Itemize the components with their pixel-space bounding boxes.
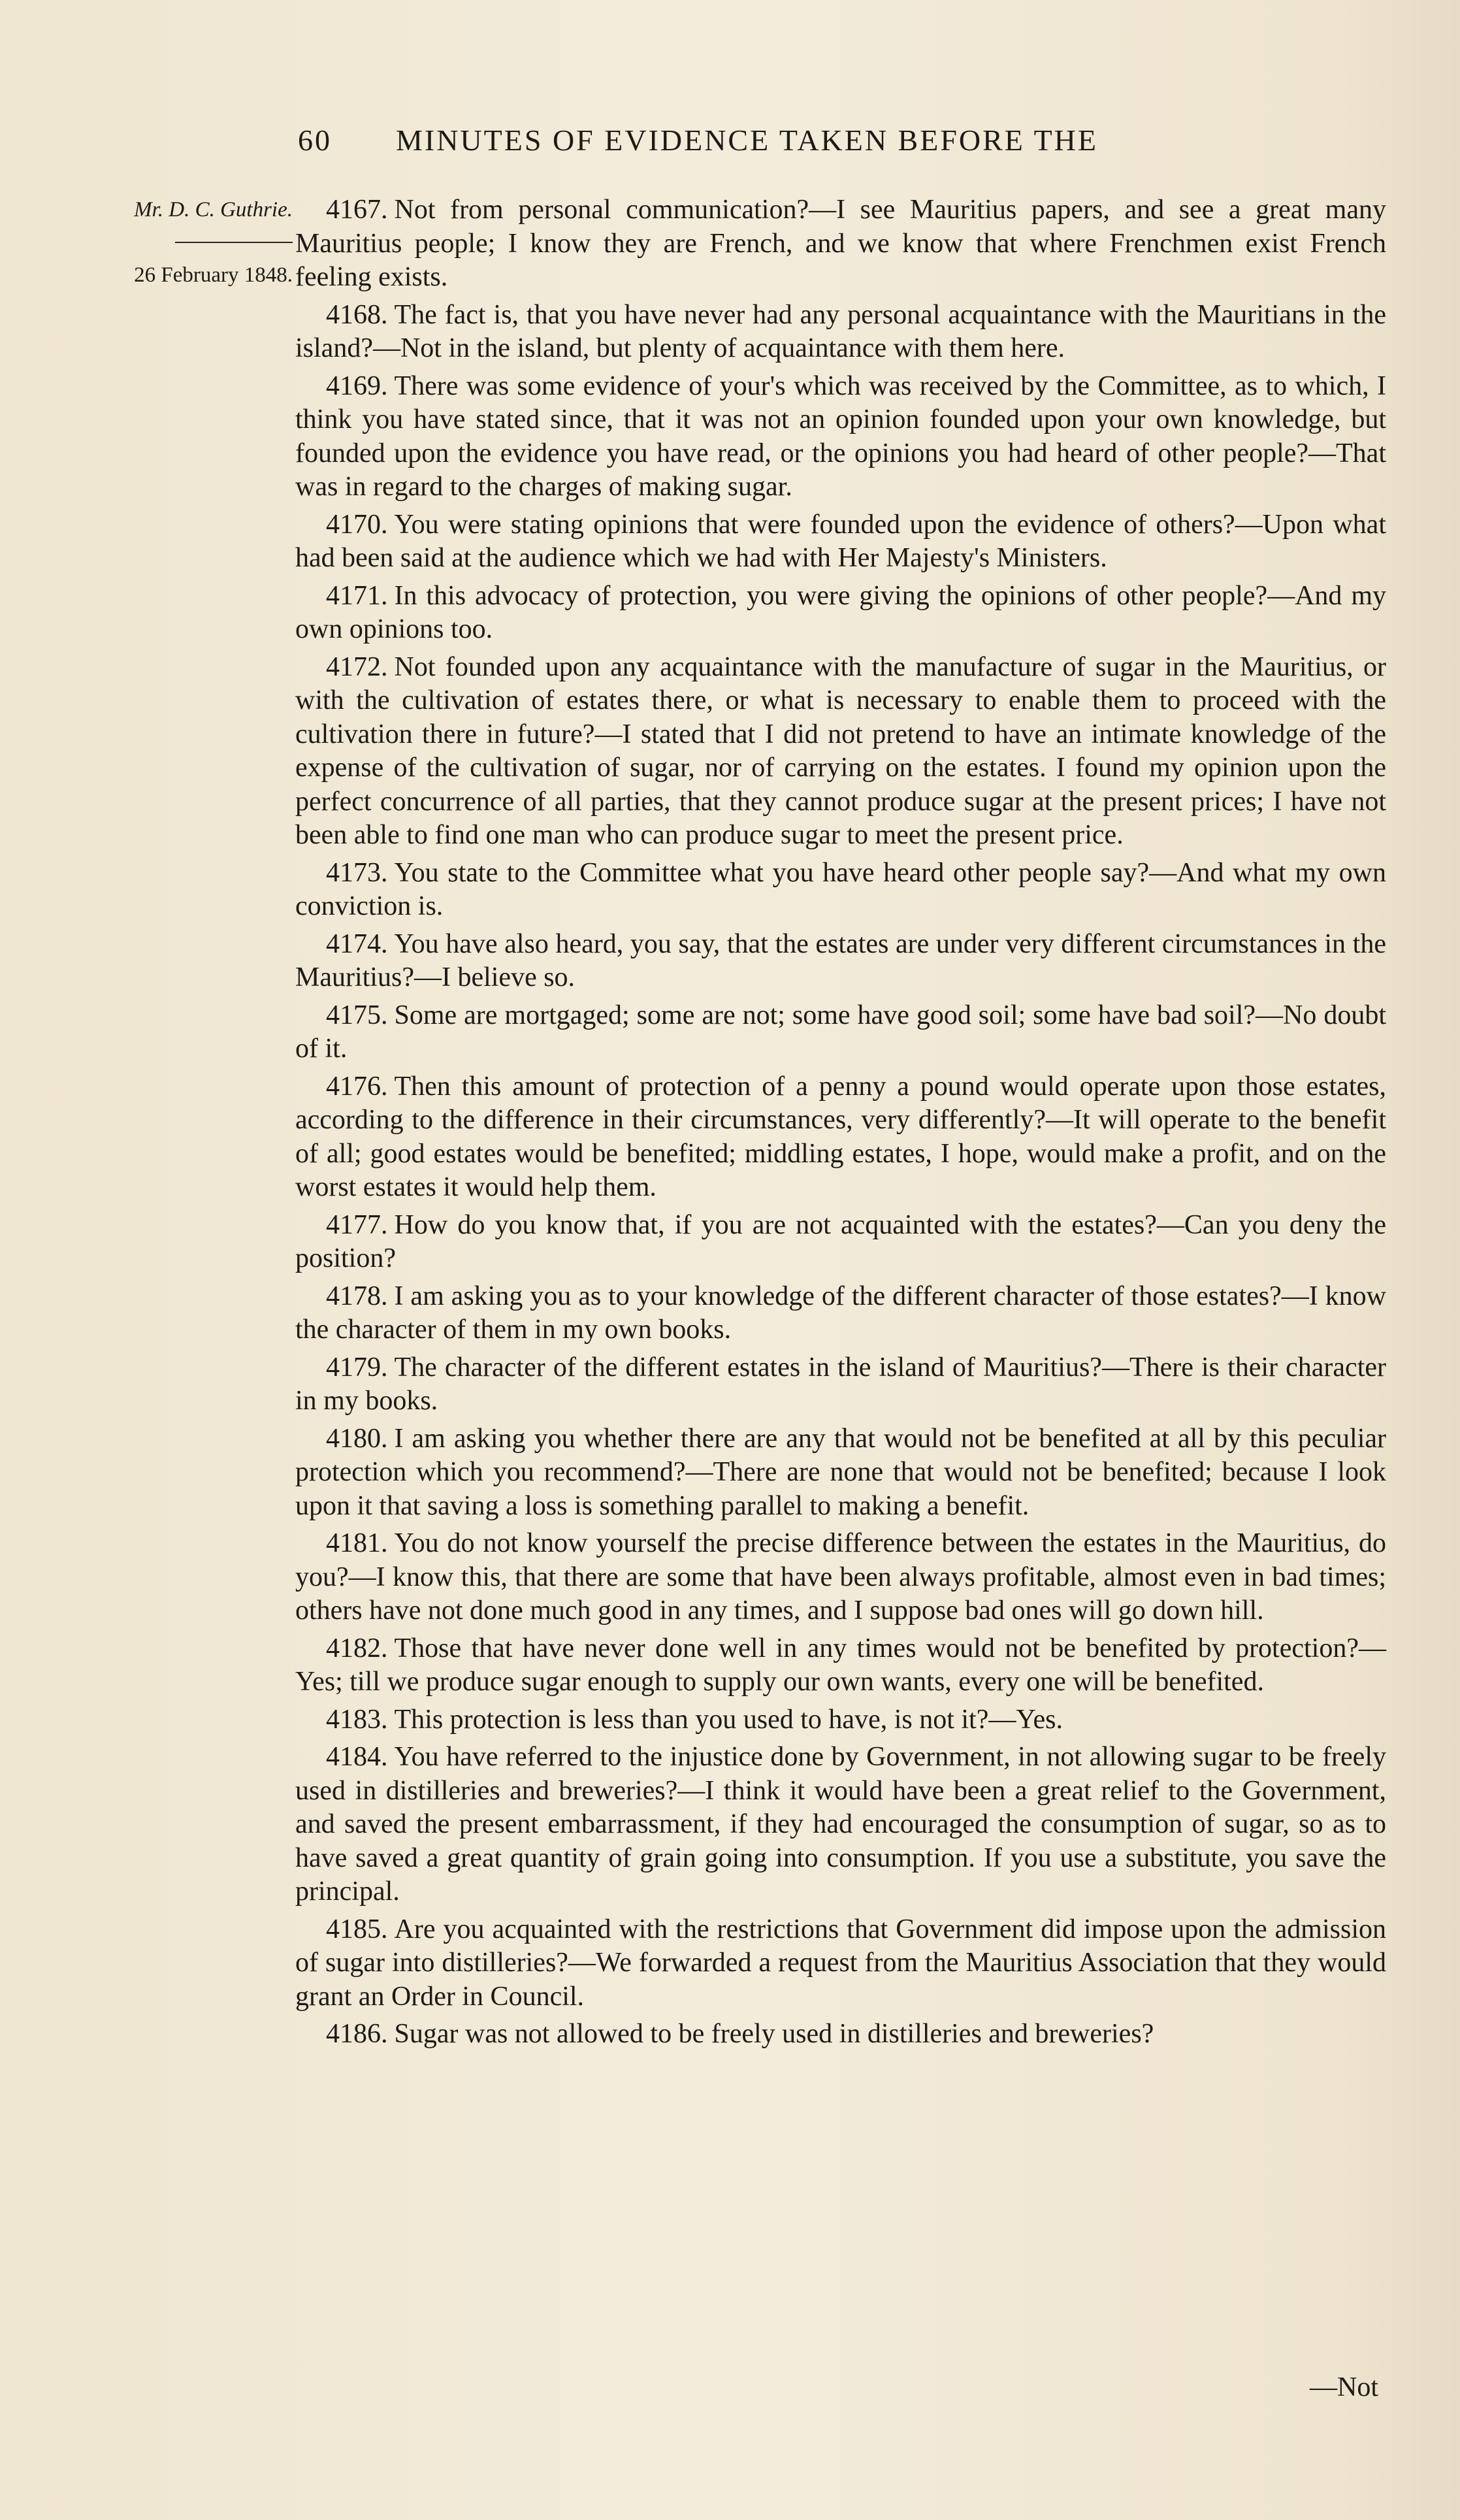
question-text: The character of the different estates in the island of Mauritius?—There is their character in my books. xyxy=(295,1352,1386,1416)
question-text: The fact is, that you have never had any personal acquaintance with the Mauritians in the island?—Not in the island, but plenty of acquaintance with them here. xyxy=(295,299,1386,363)
paragraph-4182 xyxy=(295,1632,1386,1699)
question-text: You have also heard, you say, that the estates are under very different circumstances in the Mauritius?—I believe so. xyxy=(295,928,1386,992)
question-number: 4169. xyxy=(326,370,388,401)
paragraph-4177 xyxy=(295,1209,1386,1276)
evidence-body xyxy=(295,193,1386,2055)
paragraph-4169 xyxy=(295,370,1386,504)
running-title: MINUTES OF EVIDENCE TAKEN BEFORE THE xyxy=(396,123,1098,157)
question-number: 4174. xyxy=(326,928,388,959)
question-number: 4182. xyxy=(326,1633,388,1663)
question-number: 4167. xyxy=(326,195,388,225)
question-text: You do not know yourself the precise difference between the estates in the Mauritius, do you?—I know this, that there are some that have been always profitable, almost even in bad times; others have not done much good in any times, and I suppose bad ones will go down hill. xyxy=(295,1528,1386,1626)
question-text: I am asking you whether there are any that would not be benefited at all by this peculiar protection which you recommend?—There are none that would not be benefited; because I look upon it that saving a loss is something parallel to making a benefit. xyxy=(295,1423,1386,1521)
question-text: This protection is less than you used to have, is not it?—Yes. xyxy=(394,1704,1063,1735)
question-number: 4168. xyxy=(326,299,388,330)
question-text: You have referred to the injustice done by Government, in not allowing sugar to be freely used in distilleries and breweries?—I think it would have been a great relief to the Government, and saved the present embarrassment, if they had encouraged the consumption of sugar, so as to have saved a great quantity of grain going into consumption. If you use a substitute, you save the principal. xyxy=(295,1742,1386,1906)
question-text: You state to the Committee what you have heard other people say?—And what my own conviction is. xyxy=(295,857,1386,921)
paragraph-4178 xyxy=(295,1280,1386,1347)
paragraph-4179 xyxy=(295,1351,1386,1418)
question-number: 4181. xyxy=(326,1528,388,1558)
question-text: Some are mortgaged; some are not; some have good soil; some have bad soil?—No doubt of it. xyxy=(295,1000,1386,1064)
paragraph-4173 xyxy=(295,857,1386,924)
paragraph-4183 xyxy=(295,1703,1386,1737)
question-number: 4171. xyxy=(326,580,388,611)
question-text: Not founded upon any acquaintance with the manufacture of sugar in the Mauritius, or with the cultivation of estates there, or what is necessary to enable them to proceed with the cultivation there in future?—I stated that I did not pretend to have an intimate knowledge of the expense of the cultivation of sugar, nor of carrying on the estates. I found my opinion upon the perfect concurrence of all parties, that they cannot produce sugar at the present prices; I have not been able to find one man who can produce sugar to meet the present price. xyxy=(295,651,1386,850)
question-text: Sugar was not allowed to be freely used in distilleries and breweries? xyxy=(394,2019,1154,2049)
paragraph-4170 xyxy=(295,508,1386,576)
paragraph-4168 xyxy=(295,299,1386,366)
question-text: Are you acquainted with the restrictions that Government did impose upon the admission of sugar into distilleries?—We forwarded a request from the Mauritius Association that they would grant an Order in Council. xyxy=(295,1914,1386,2012)
paragraph-4172 xyxy=(295,651,1386,853)
question-number: 4183. xyxy=(326,1704,388,1735)
paragraph-4176 xyxy=(295,1070,1386,1205)
page-number: 60 xyxy=(298,123,332,157)
question-number: 4184. xyxy=(326,1742,388,1772)
question-number: 4185. xyxy=(326,1914,388,1944)
question-text: How do you know that, if you are not acquainted with the estates?—Can you deny the position? xyxy=(295,1209,1386,1273)
question-text: There was some evidence of your's which was received by the Committee, as to which, I think you have stated since, that it was not an opinion founded upon your own knowledge, but founded upon the evidence you have read, or the opinions you had heard of other people?—That was in regard to the charges of making sugar. xyxy=(295,370,1386,502)
question-number: 4179. xyxy=(326,1352,388,1383)
question-number: 4186. xyxy=(326,2019,388,2049)
margin-witness-name: Mr. D. C. Guthrie. xyxy=(134,198,293,221)
paragraph-4171 xyxy=(295,580,1386,647)
question-number: 4173. xyxy=(326,857,388,888)
question-number: 4170. xyxy=(326,509,388,540)
question-number: 4178. xyxy=(326,1281,388,1311)
paragraph-4181 xyxy=(295,1527,1386,1628)
question-number: 4175. xyxy=(326,1000,388,1030)
question-text: Not from personal communication?—I see Mauritius papers, and see a great many Mauritius people; I know they are French, and we know that where Frenchmen exist French feeling exists. xyxy=(295,195,1386,292)
margin-rule xyxy=(175,242,293,243)
paragraph-4184 xyxy=(295,1741,1386,1909)
question-number: 4177. xyxy=(326,1209,388,1240)
question-text: In this advocacy of protection, you were giving the opinions of other people?—And my own opinions too. xyxy=(295,580,1386,644)
margin-date: 26 February 1848. xyxy=(134,263,293,287)
page-header xyxy=(298,123,1245,169)
question-text: I am asking you as to your knowledge of the different character of those estates?—I know the character of them in my own books. xyxy=(295,1281,1386,1345)
question-text: Those that have never done well in any times would not be benefited by protection?—Yes; till we produce sugar enough to supply our own wants, every one will be benefited. xyxy=(295,1633,1386,1697)
continuation-catchword: —Not xyxy=(1310,2372,1378,2402)
paragraph-4174 xyxy=(295,928,1386,995)
question-number: 4176. xyxy=(326,1071,388,1102)
paragraph-4186 xyxy=(295,2018,1386,2052)
paragraph-4167 xyxy=(295,193,1386,295)
paragraph-4185 xyxy=(295,1913,1386,2014)
paragraph-4180 xyxy=(295,1422,1386,1524)
paragraph-4175 xyxy=(295,999,1386,1066)
question-text: Then this amount of protection of a penny a pound would operate upon those estates, according to the difference in their circumstances, very differently?—It will operate to the benefit of all; good estates would be benefited; middling estates, I hope, would make a profit, and on the worst estates it would help them. xyxy=(295,1071,1386,1202)
question-text: You were stating opinions that were founded upon the evidence of others?—Upon what had been said at the audience which we had with Her Majesty's Ministers. xyxy=(295,509,1386,573)
question-number: 4180. xyxy=(326,1423,388,1454)
question-number: 4172. xyxy=(326,651,388,682)
